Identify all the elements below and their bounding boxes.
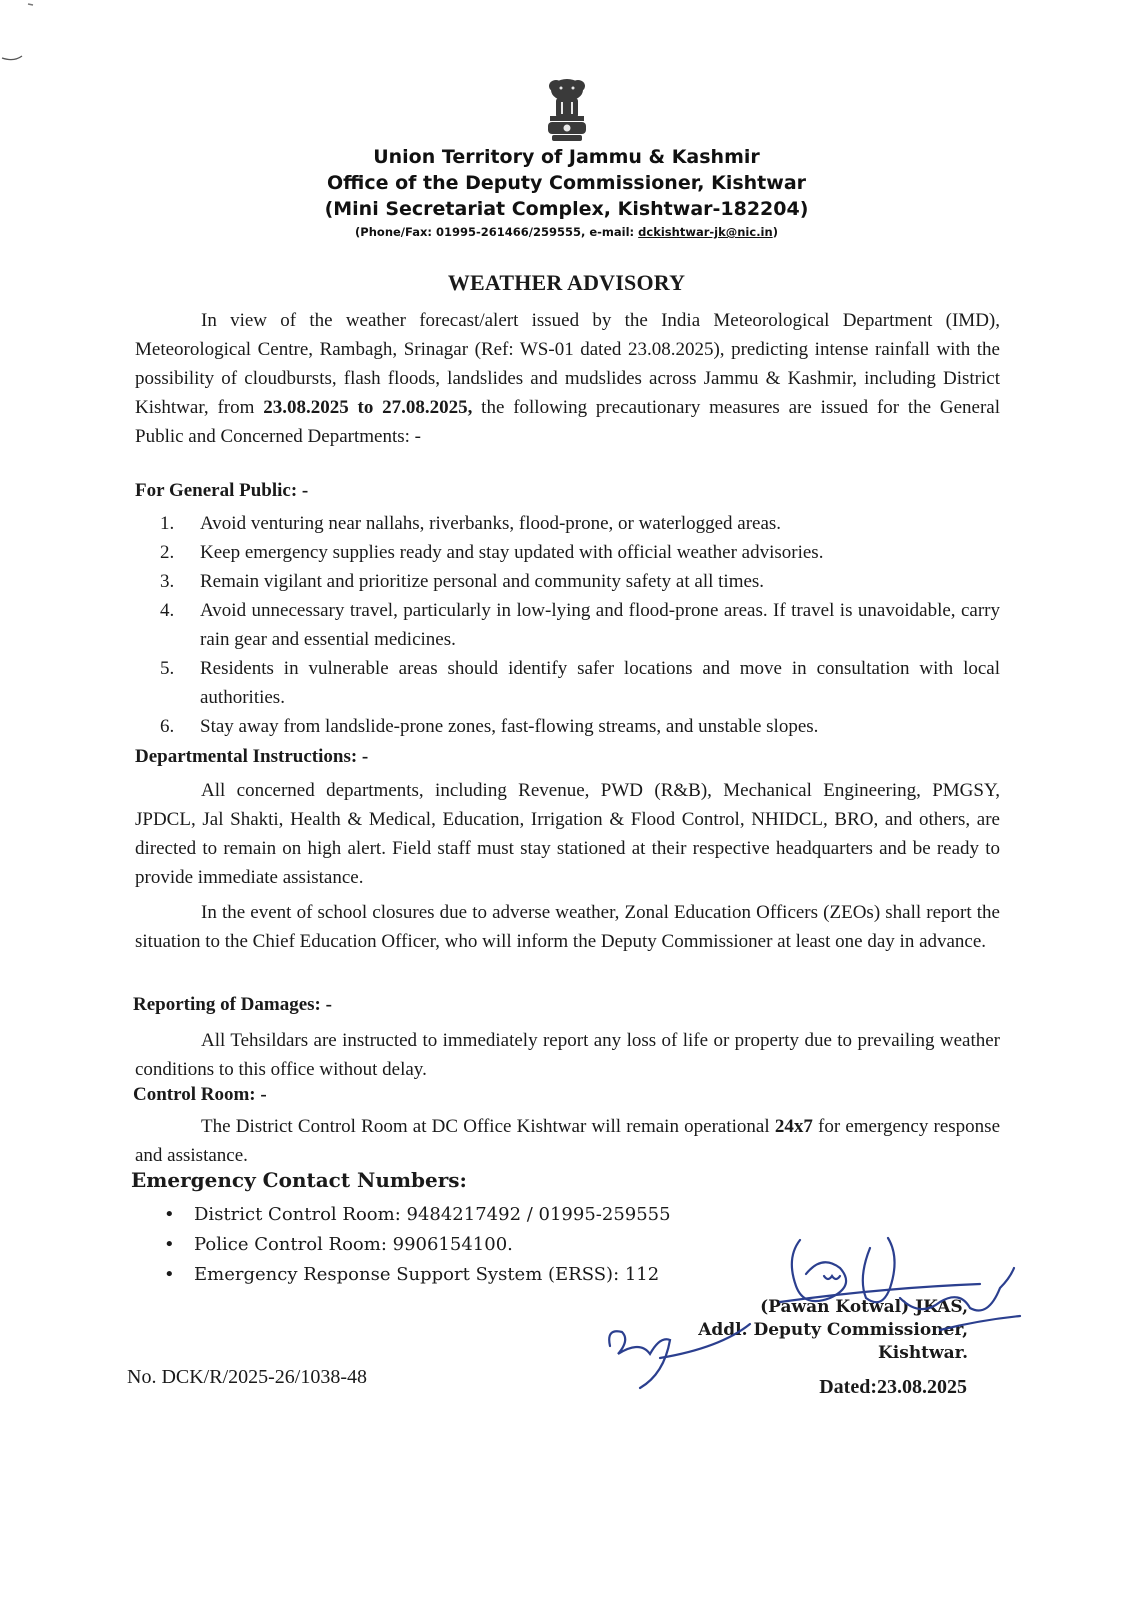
document-title: WEATHER ADVISORY bbox=[447, 270, 686, 295]
emergency-contacts-list bbox=[160, 1200, 671, 1290]
control-room-text: The District Control Room at DC Office Kishtwar will remain operational bbox=[201, 1116, 775, 1137]
bullet-icon: • bbox=[164, 1264, 175, 1285]
signature-block bbox=[698, 1296, 968, 1365]
item-number: 5. bbox=[160, 658, 175, 679]
contact-email-link[interactable]: dckishtwar-jk@nic.in bbox=[638, 225, 773, 239]
item-number: 2. bbox=[160, 542, 175, 563]
contact-text: Emergency Response Support System (ERSS): 112 bbox=[194, 1264, 660, 1285]
list-item bbox=[160, 567, 1000, 596]
letterhead-address: (Mini Secretariat Complex, Kishtwar-182204) bbox=[324, 198, 809, 220]
departmental-heading: Departmental Instructions: - bbox=[135, 746, 369, 767]
scan-artifact-mark bbox=[0, 0, 90, 70]
control-room-heading: Control Room: - bbox=[133, 1084, 267, 1105]
item-text: Remain vigilant and prioritize personal and community safety at all times. bbox=[200, 571, 765, 592]
bullet-icon: • bbox=[164, 1234, 175, 1255]
list-item bbox=[160, 596, 1000, 654]
item-text: Residents in vulnerable areas should identify safer locations and move in consultation with local authorities. bbox=[200, 658, 1000, 708]
item-number: 3. bbox=[160, 571, 175, 592]
letterhead-contact bbox=[0, 225, 1133, 239]
item-number: 6. bbox=[160, 716, 175, 737]
contact-item bbox=[160, 1200, 671, 1230]
intro-text-end: the following precautionary measures are issued for the General Public and Concerned Departments: - bbox=[135, 397, 1001, 447]
damages-heading: Reporting of Damages: - bbox=[133, 994, 332, 1015]
damages-paragraph: All Tehsildars are instructed to immediately report any loss of life or property due to prevailing weather conditions to this office without delay. bbox=[135, 1030, 1000, 1080]
item-text: Stay away from landslide-prone zones, fast-flowing streams, and unstable slopes. bbox=[200, 716, 819, 737]
control-room-text-end: for emergency response and assistance. bbox=[135, 1116, 1001, 1166]
reference-number: No. DCK/R/2025-26/1038-48 bbox=[127, 1366, 367, 1388]
contact-text: District Control Room: 9484217492 / 01995-259555 bbox=[194, 1204, 671, 1225]
emergency-contacts-heading: Emergency Contact Numbers: bbox=[131, 1168, 467, 1192]
contact-item bbox=[160, 1260, 671, 1290]
general-public-list bbox=[160, 509, 1000, 741]
signatory-name: (Pawan Kotwal) JKAS, bbox=[760, 1297, 968, 1317]
list-item bbox=[160, 509, 1000, 538]
control-room-hours: 24x7 bbox=[774, 1116, 813, 1137]
contact-suffix: ) bbox=[772, 225, 778, 239]
signatory-place: Kishtwar. bbox=[878, 1343, 968, 1363]
item-text: Keep emergency supplies ready and stay updated with official weather advisories. bbox=[200, 542, 824, 563]
signatory-designation: Addl. Deputy Commissioner, bbox=[698, 1320, 968, 1340]
letterhead-office: Office of the Deputy Commissioner, Kishtwar bbox=[326, 172, 807, 194]
item-text: Avoid venturing near nallahs, riverbanks, flood-prone, or waterlogged areas. bbox=[200, 513, 782, 534]
contact-item bbox=[160, 1230, 671, 1260]
item-number: 1. bbox=[160, 513, 175, 534]
bullet-icon: • bbox=[164, 1204, 175, 1225]
item-number: 4. bbox=[160, 600, 175, 621]
letterhead-territory: Union Territory of Jammu & Kashmir bbox=[373, 146, 760, 168]
intro-paragraph bbox=[135, 306, 1000, 451]
list-item bbox=[160, 712, 1000, 741]
general-public-heading: For General Public: - bbox=[135, 480, 309, 501]
list-item bbox=[160, 538, 1000, 567]
departmental-paragraph-2: In the event of school closures due to adverse weather, Zonal Education Officers (ZEOs) shall report the situation to the Chief Education Officer, who will inform the Deputy Commissioner at least one day in advance. bbox=[135, 902, 1000, 952]
intro-date-range: 23.08.2025 to 27.08.2025, bbox=[263, 397, 473, 418]
item-text: Avoid unnecessary travel, particularly in low-lying and flood-prone areas. If travel is unavoidable, carry rain gear and essential medicines. bbox=[200, 600, 1000, 650]
signature-date: Dated:23.08.2025 bbox=[819, 1376, 967, 1398]
list-item bbox=[160, 654, 1000, 712]
intro-text: In view of the weather forecast/alert issued by the India Meteorological Department (IMD), Meteorological Centre, Rambagh, Srinagar (Ref: WS-01 dated 23.08.2025), predicting intense rainfall with the possibility of cloudbursts, flash floods, landslides and mudslides across Jammu & Kashmir, including District Kishtwar, from bbox=[135, 310, 1000, 418]
contact-phone-fax: (Phone/Fax: 01995-261466/259555, e-mail: bbox=[355, 225, 639, 239]
national-emblem-icon bbox=[536, 76, 598, 144]
control-room-paragraph bbox=[135, 1112, 1000, 1170]
departmental-paragraph-1: All concerned departments, including Revenue, PWD (R&B), Mechanical Engineering, PMGSY, JPDCL, Jal Shakti, Health & Medical, Education, Irrigation & Flood Control, NHIDCL, BRO, and others, are directed to remain on high alert. Field staff must stay stationed at their respective headquarters and be ready to provide immediate assistance. bbox=[135, 780, 1000, 888]
contact-text: Police Control Room: 9906154100. bbox=[194, 1234, 513, 1255]
